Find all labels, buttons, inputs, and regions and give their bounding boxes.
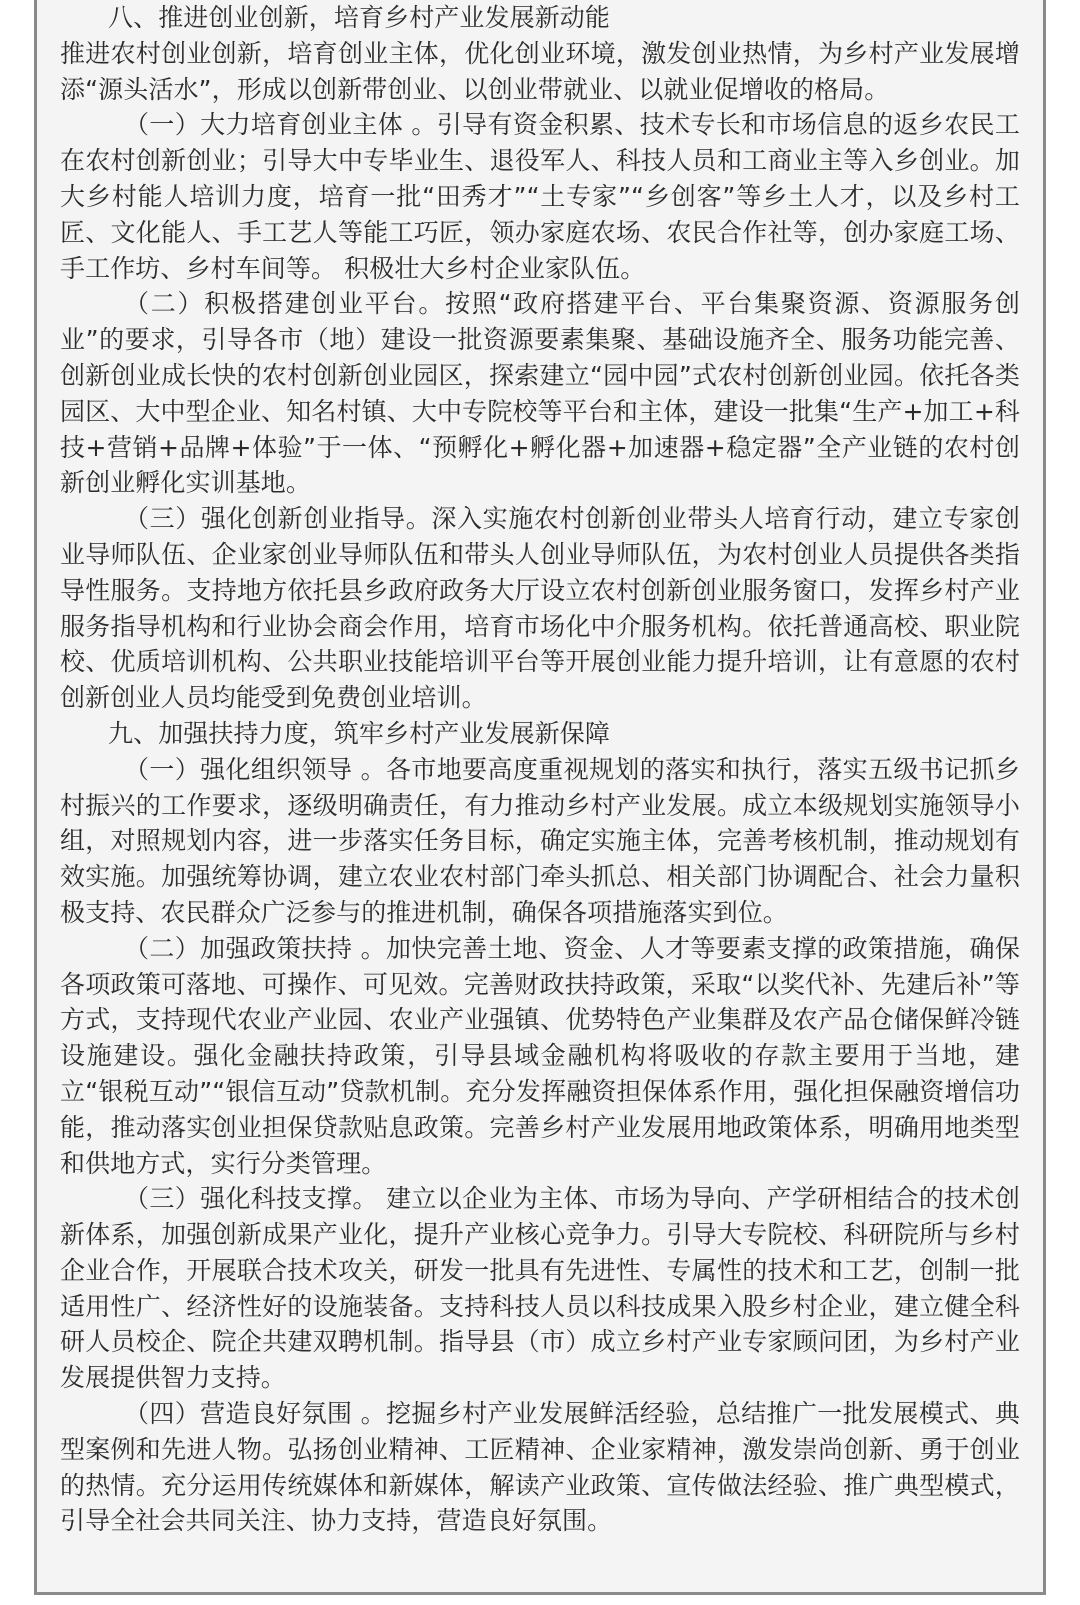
section-9-heading: 九、加强扶持力度，筑牢乡村产业发展新保障 — [108, 718, 611, 748]
section-8-item-3: （三）强化创新创业指导。深入实施农村创新创业带头人培育行动，建立专家创业导师队伍、企业家创业导师队伍和带头人创业导师队伍，为农村创业人员提供各类指导性服务。支持地方依托县乡政府政务大厅设立农村创新创业服务窗口，发挥乡村产业服务指导机构和行业协会商会作用，培育市场化中介服务机构。依托普通高校、职业院校、优质培训机构、公共职业技能培训平台等开展创业能力提升培训，让有意愿的农村创新创业人员均能受到免费创业培训。 — [60, 504, 1020, 713]
document-body — [60, 0, 1020, 1539]
section-9-item-3: （三）强化科技支撑。 建立以企业为主体、市场为导向、产学研相结合的技术创新体系，加强创新成果产业化，提升产业核心竞争力。引导大专院校、科研院所与乡村企业合作，开展联合技术攻关，研发一批具有先进性、专属性的技术和工艺，创制一批适用性广、经济性好的设施装备。支持科技人员以科技成果入股乡村企业，建立健全科研人员校企、院企共建双聘机制。指导县（市）成立乡村产业专家顾问团，为乡村产业发展提供智力支持。 — [60, 1184, 1020, 1393]
section-8-item-2: （二）积极搭建创业平台。按照“政府搭建平台、平台集聚资源、资源服务创业”的要求，引导各市（地）建设一批资源要素集聚、基础设施齐全、服务功能完善、创新创业成长快的农村创新创业园区，探索建立“园中园”式农村创新创业园。依托各类园区、大中型企业、知名村镇、大中专院校等平台和主体，建设一批集“生产+加工+科技+营销+品牌+体验”于一体、“预孵化+孵化器+加速器+稳定器”全产业链的农村创新创业孵化实训基地。 — [60, 289, 1020, 498]
section-8-intro: 推进农村创业创新，培育创业主体，优化创业环境，激发创业热情，为乡村产业发展增添“源头活水”，形成以创新带创业、以创业带就业、以就业促增收的格局。 — [60, 38, 1020, 104]
section-9-item-1: （一）强化组织领导 。各市地要高度重视规划的落实和执行，落实五级书记抓乡村振兴的工作要求，逐级明确责任，有力推动乡村产业发展。成立本级规划实施领导小组，对照规划内容，进一步落实任务目标，确定实施主体，完善考核机制，推动规划有效实施。加强统筹协调，建立农业农村部门牵头抓总、相关部门协调配合、社会力量积极支持、农民群众广泛参与的推进机制，确保各项措施落实到位。 — [60, 754, 1020, 927]
section-8-item-1: （一）大力培育创业主体 。引导有资金积累、技术专长和市场信息的返乡农民工在农村创新创业；引导大中专毕业生、退役军人、科技人员和工商业主等入乡创业。加大乡村能人培训力度，培育一批“田秀才”“土专家”“乡创客”等乡土人才，以及乡村工匠、文化能人、手工艺人等能工巧匠，领办家庭农场、农民合作社等，创办家庭工场、手工作坊、乡村车间等。 积极壮大乡村企业家队伍。 — [60, 110, 1020, 283]
section-8-heading: 八、推进创业创新，培育乡村产业发展新动能 — [108, 3, 611, 32]
section-9-item-4: （四）营造良好氛围 。挖掘乡村产业发展鲜活经验，总结推广一批发展模式、典型案例和先进人物。弘扬创业精神、工匠精神、企业家精神，激发崇尚创新、勇于创业的热情。充分运用传统媒体和新媒体，解读产业政策、宣传做法经验、推广典型模式，引导全社会共同关注、协力支持，营造良好氛围。 — [60, 1399, 1020, 1536]
section-9-item-2: （二）加强政策扶持 。加快完善土地、资金、人才等要素支撑的政策措施，确保各项政策可落地、可操作、可见效。完善财政扶持政策，采取“以奖代补、先建后补”等方式，支持现代农业产业园、农业产业强镇、优势特色产业集群及农产品仓储保鲜冷链设施建设。强化金融扶持政策，引导县域金融机构将吸收的存款主要用于当地，建立“银税互动”“银信互动”贷款机制。充分发挥融资担保体系作用，强化担保融资增信功能，推动落实创业担保贷款贴息政策。完善乡村产业发展用地政策体系，明确用地类型和供地方式，实行分类管理。 — [60, 933, 1020, 1178]
